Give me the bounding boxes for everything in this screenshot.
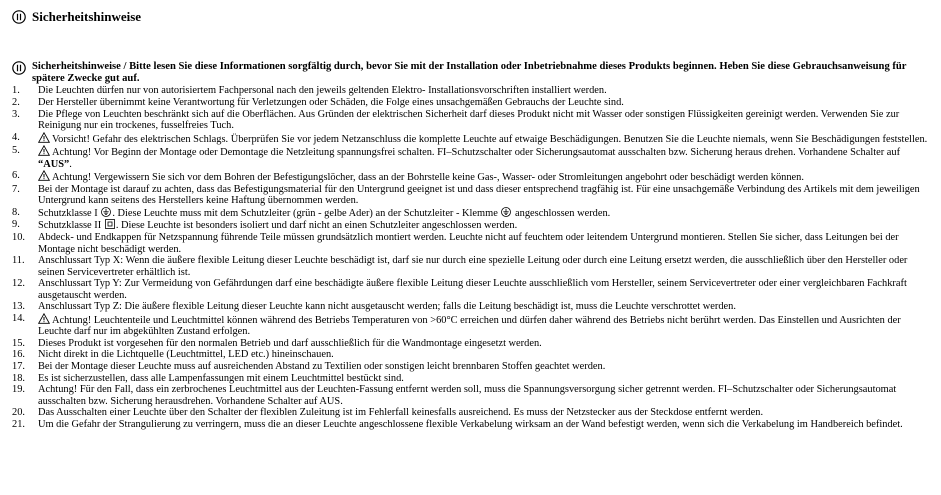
item-text: Dieses Produkt ist vorgesehen für den normalen Betrieb und darf ausschließlich für die Wandmontage eingesetzt werden. (38, 337, 542, 349)
item-number: 8. (12, 206, 20, 218)
item-text: Das Ausschalten einer Leuchte über den Schalter der flexiblen Zuleitung ist im Fehlerfall keinesfalls ausreichend. Es muss der Netzstecker aus der Steckdose entfernt werden. (38, 407, 764, 419)
item-text (38, 145, 931, 170)
warning-triangle-icon (38, 132, 50, 143)
item-text-content: Achtung! Vor Beginn der Montage oder Demontage die Netzleitung spannungsfrei schalten. FI–Schutzschalter oder Sicherungsautomat ausschalten bzw. Sicherung heraus drehen. Vorhandene Schalter auf (52, 147, 901, 159)
list-item (12, 419, 931, 431)
item-number: 15. (12, 337, 25, 349)
info-circle-icon (12, 10, 26, 24)
item-text-end: . (69, 158, 72, 170)
warning-triangle-icon (38, 170, 50, 181)
list-item (12, 219, 931, 232)
item-number: 17. (12, 360, 25, 372)
page-title: Sicherheitshinweise (32, 9, 142, 24)
item-text (38, 313, 931, 338)
item-text: Bei der Montage dieser Leuchte muss auf ausreichenden Abstand zu Textilien oder sonstigen leicht brennbaren Stoffen geachtet werden. (38, 360, 606, 372)
item-text: Anschlussart Typ Y: Zur Vermeidung von Gefährdungen darf eine beschädigte äußere flexible Leitung dieser Leuchte ausschließlich vom Hersteller, seinem Servicevertreter oder einer vergleichbaren Fachkraft ausgetauscht werden. (38, 278, 907, 301)
list-item (12, 407, 931, 419)
double-insulation-icon (105, 219, 115, 229)
item-text: Es ist sicherzustellen, dass alle Lampenfassungen mit einem Leuchtmittel bestückt sind. (38, 372, 404, 384)
item-number: 2. (12, 96, 20, 108)
item-text: Um die Gefahr der Strangulierung zu verringern, muss die an dieser Leuchte angeschlossene flexible Verkabelung wirksam an der Wand befestigt werden, wenn sich die Verkabelung im Handbereich befindet. (38, 418, 903, 430)
list-item (12, 349, 931, 361)
section-header (12, 6, 931, 28)
item-number: 19. (12, 384, 25, 396)
item-text: Abdeck- und Endkappen für Netzspannung führende Teile müssen grundsätzlich montiert werden. Leuchte nicht auf feuchtem oder leitendem Untergrund montieren. Stellen Sie sicher, dass Leitungen bei der Montage nicht beschädigt werden. (38, 231, 899, 255)
item-number: 20. (12, 407, 25, 419)
info-circle-icon (12, 61, 26, 75)
item-text-content: angeschlossen werden. (515, 207, 611, 219)
item-number: 13. (12, 301, 25, 313)
item-text: Anschlussart Typ Z: Die äußere flexible Leitung dieser Leuchte kann nicht ausgetauscht werden; falls die Leitung beschädigt ist, muss die Leuchte verschrottet werden. (38, 301, 736, 313)
item-text: Achtung! Für den Fall, dass ein zerbrochenes Leuchtmittel aus der Leuchten-Fassung entfernt werden soll, muss die Spannungsversorgung sicher getrennt werden. FI–Schutzschalter oder Sicherungsautomat ausschalten bzw. Sicherung herausdrehen. Vorhandene Schalter auf AUS. (38, 384, 897, 407)
list-item (12, 338, 931, 350)
item-text-content: Achtung! Vergewissern Sie sich vor dem Bohren der Befestigungslöcher, dass an der Bohrstelle keine Gas-, Wasser- oder Stromleitungen angebohrt oder beschädigt werden können. (52, 172, 804, 184)
item-number: 9. (12, 219, 20, 231)
protective-earth-icon (101, 207, 111, 217)
item-text-content: Achtung! Leuchtenteile und Leuchtmittel können während des Betriebs Temperaturen von >60°C erreichen und dürfen daher während des Betriebs nicht berührt werden. Das Einstellen und Ausrichten der Leuchte darf nur im abgekühlten Zustand erfolgen. (38, 314, 901, 338)
item-text (38, 207, 931, 220)
item-text: Bei der Montage ist darauf zu achten, dass das Befestigungsmaterial für den Untergrund geeignet ist und dass dieser entsprechend tragfähig ist. Für eine unsachgemäße Verbindung des Artikels mit dem jeweiligen Untergrund kann seitens des Herstellers keine Haftung übernommen werden. (38, 183, 920, 207)
item-text: Nicht direkt in die Lichtquelle (Leuchtmittel, LED etc.) hineinschauen. (38, 349, 334, 361)
list-item (12, 313, 931, 338)
warning-triangle-icon (38, 145, 50, 156)
list-item (12, 361, 931, 373)
list-item (12, 184, 931, 207)
item-number: 21. (12, 418, 25, 430)
list-item (12, 170, 931, 184)
safety-list (12, 85, 931, 430)
warning-triangle-icon (38, 313, 50, 324)
item-number: 4. (12, 131, 20, 143)
item-number: 5. (12, 145, 20, 157)
item-text (38, 132, 931, 146)
item-text-content: Schutzklasse I (38, 207, 98, 219)
item-number: 3. (12, 108, 20, 120)
item-text-content: . Diese Leuchte muss mit dem Schutzleiter (grün - gelbe Ader) an der Schutzleiter - Klemme (112, 207, 498, 219)
item-number: 14. (12, 312, 25, 324)
intro-paragraph (12, 61, 931, 85)
item-text-content: . Diese Leuchte ist besonders isoliert und darf nicht an einen Schutzleiter angeschlossen werden. (115, 220, 518, 232)
item-text-content: Schutzklasse II (38, 220, 102, 232)
item-number: 6. (12, 170, 20, 182)
list-item (12, 109, 931, 132)
item-text (38, 219, 931, 232)
item-text-content: Vorsicht! Gefahr des elektrischen Schlags. Überprüfen Sie vor jedem Netzanschluss die komplette Leuchte auf etwaige Beschädigungen. Benutzen Sie die Leuchte niemals, wenn Sie Beschädigungen feststellen. (52, 133, 928, 145)
item-text: Der Hersteller übernimmt keine Verantwortung für Verletzungen oder Schäden, die Folge eines unsachgemäßen Gebrauchs der Leuchte sind. (38, 96, 624, 108)
aus-emphasis: “AUS” (38, 158, 70, 170)
list-item (12, 132, 931, 146)
item-number: 16. (12, 349, 25, 361)
item-text (38, 170, 931, 184)
list-item (12, 85, 931, 97)
list-item (12, 301, 931, 313)
item-text: Die Pflege von Leuchten beschränkt sich auf die Oberflächen. Aus Gründen der elektrischen Sicherheit darf dieses Produkt nicht mit Wasser oder sonstigen Flüssigkeiten gereinigt werden. Verwenden Sie zur Reinigung nur ein trockenes, fusselfreies Tuch. (38, 108, 900, 132)
item-number: 18. (12, 372, 25, 384)
item-text: Die Leuchten dürfen nur von autorisiertem Fachpersonal nach den jeweils geltenden Elektro- Installationsvorschriften installiert werden. (38, 85, 607, 97)
list-item (12, 255, 931, 278)
list-item (12, 384, 931, 407)
intro-text: Sicherheitshinweise / Bitte lesen Sie diese Informationen sorgfältig durch, bevor Sie mit der Installation oder Inbetriebnahme dieses Produkts beginnen. Heben Sie diese Gebrauchsanweisung für spätere Zwecke gut auf. (32, 61, 907, 85)
item-text: Anschlussart Typ X: Wenn die äußere flexible Leitung dieser Leuchte beschädigt ist, darf sie nur durch eine spezielle Leitung oder durch eine Leitung ersetzt werden, die ausschließlich über den Hersteller oder seinen Servicevertreter erhältlich ist. (38, 255, 908, 278)
list-item (12, 145, 931, 170)
list-item (12, 278, 931, 301)
list-item (12, 232, 931, 255)
item-number: 7. (12, 183, 20, 195)
item-number: 1. (12, 85, 20, 97)
item-number: 12. (12, 278, 25, 290)
list-item (12, 373, 931, 385)
list-item (12, 207, 931, 220)
protective-earth-icon (501, 207, 511, 217)
list-item (12, 97, 931, 109)
item-number: 11. (12, 255, 25, 267)
item-number: 10. (12, 231, 25, 243)
